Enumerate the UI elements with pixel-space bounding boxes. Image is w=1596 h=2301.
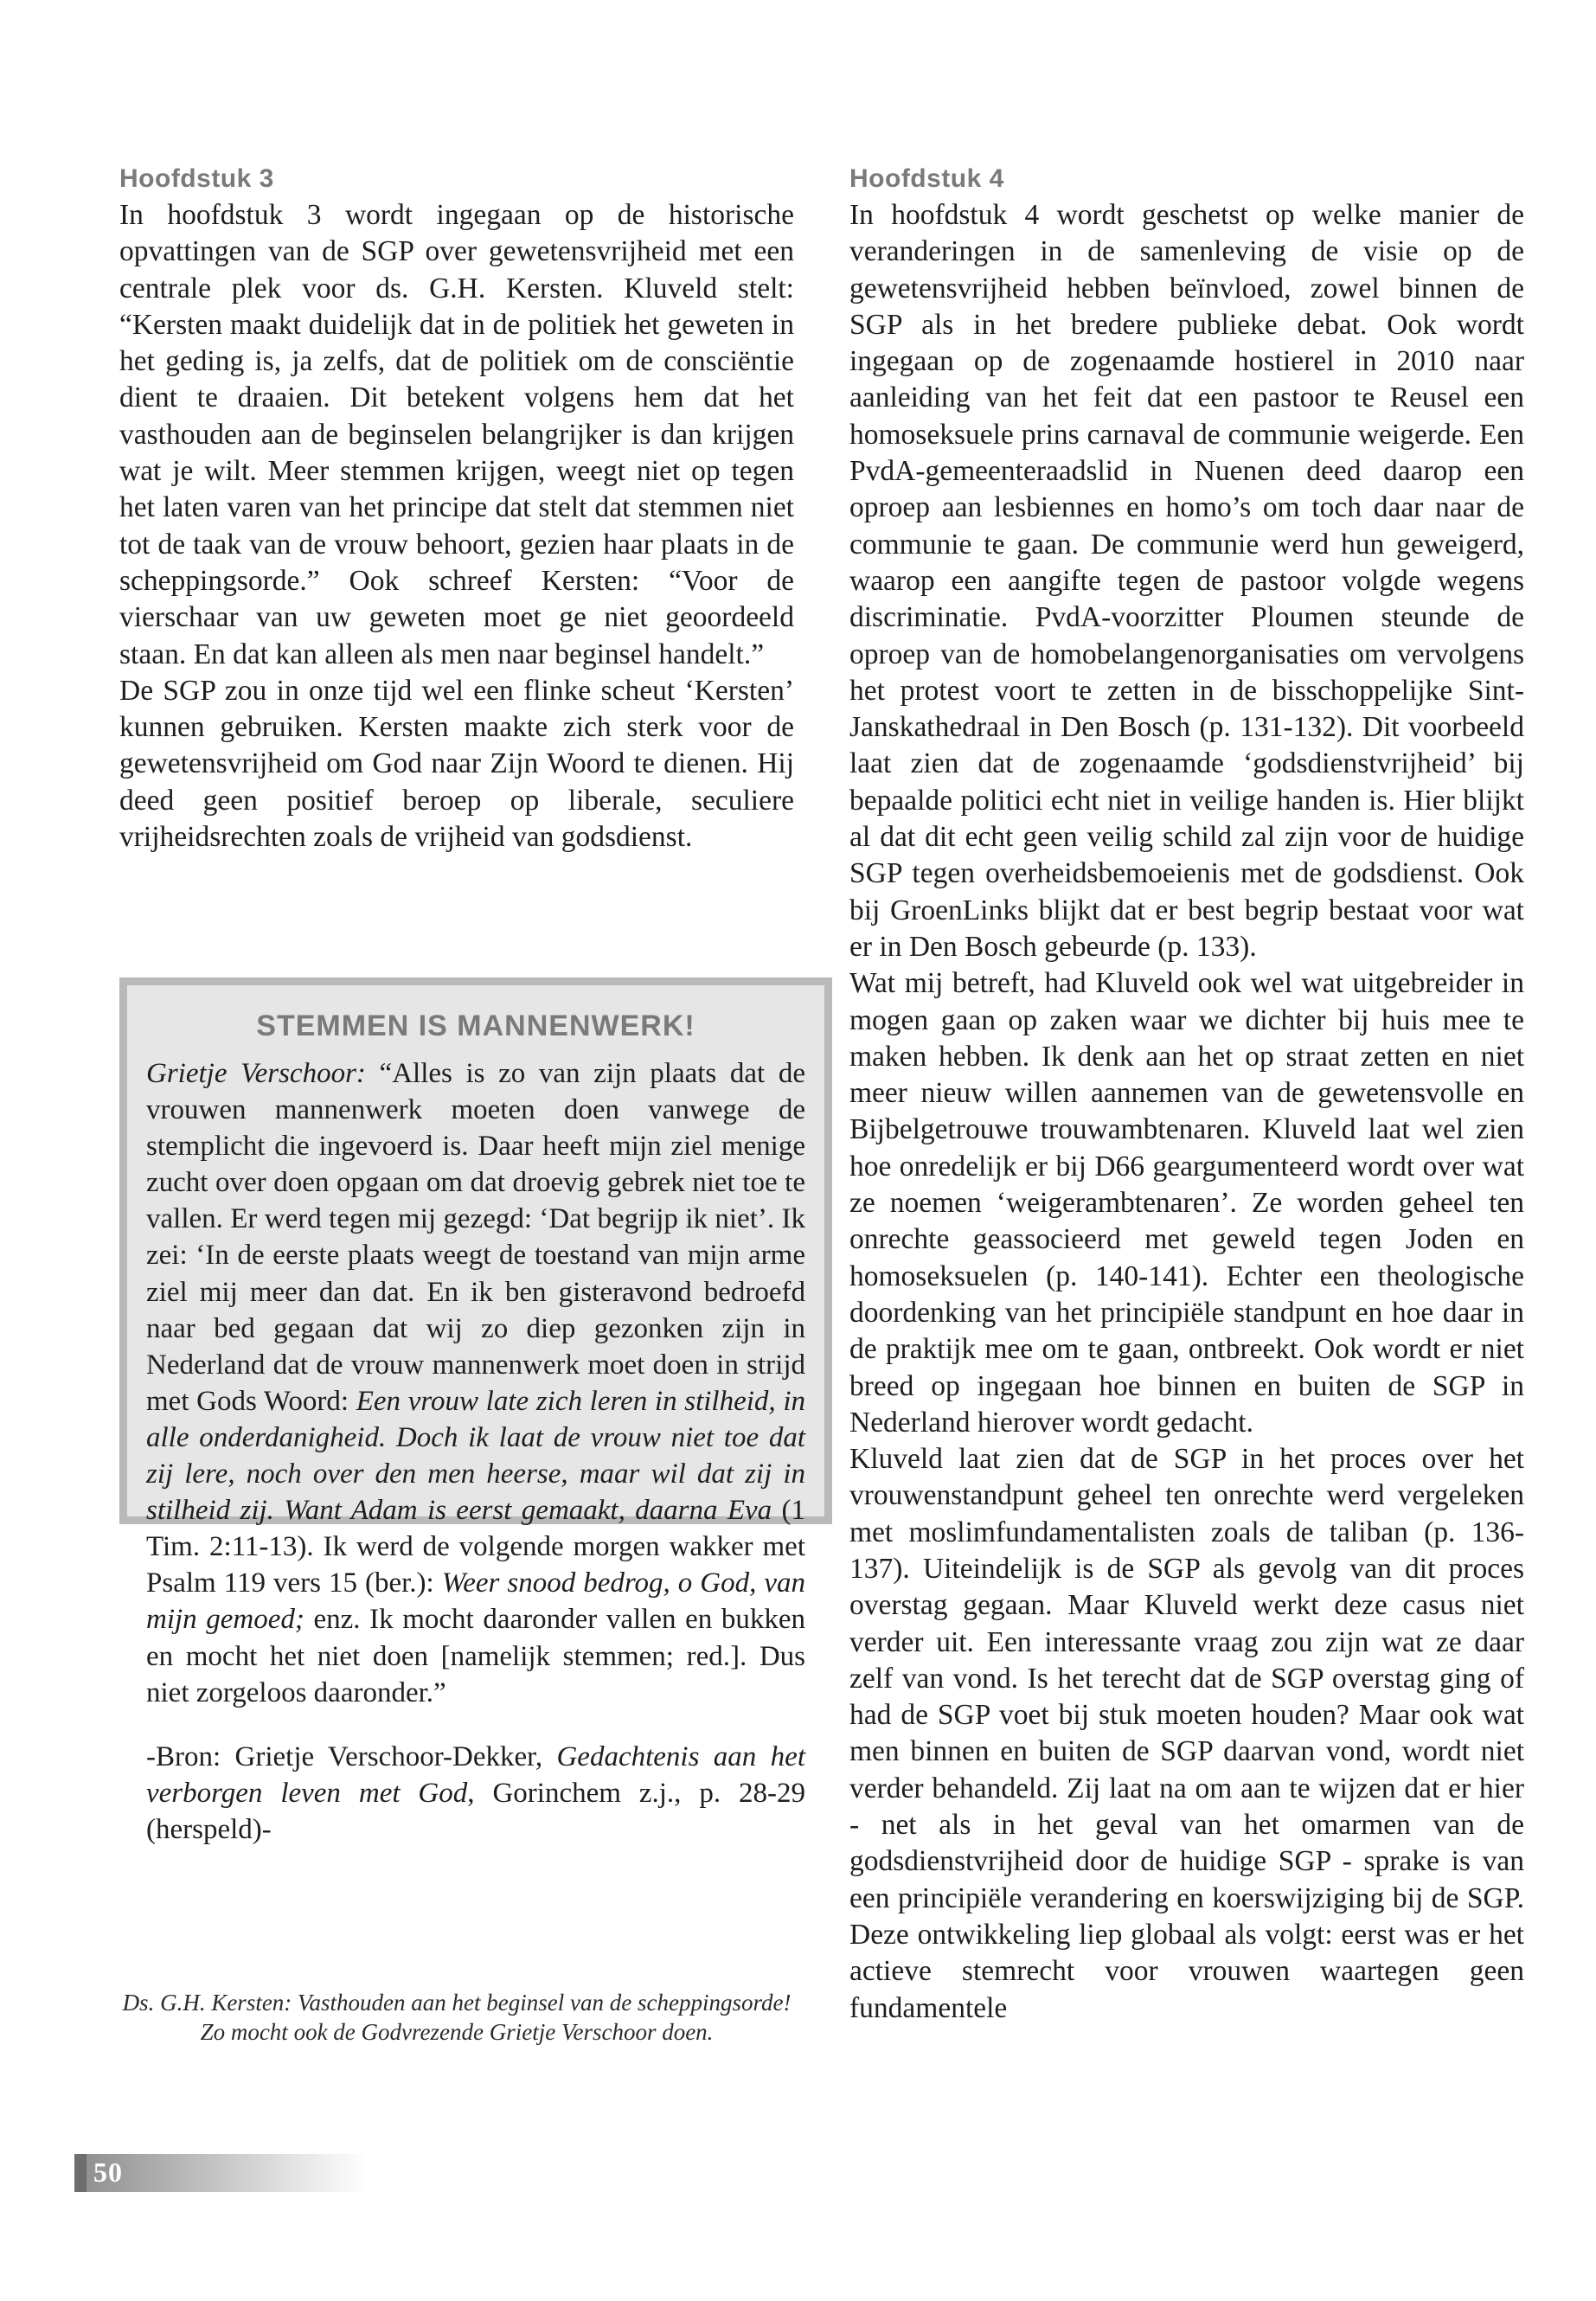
quote-source: [146, 1739, 805, 1848]
image-caption: Ds. G.H. Kersten: Vasthouden aan het beginsel van de scheppingsorde! Zo mocht ook de Godvrezende Grietje Verschoor doen.: [122, 1990, 792, 2045]
chapter-4-paragraph-1: In hoofdstuk 4 wordt geschetst op welke manier de veranderingen in de samenleving de visie op de gewetensvrijheid hebben beïnvloed, zowel binnen de SGP als in het bredere publieke debat. Ook wordt ingegaan op de zogenaamde hostierel in 2010 naar aanleiding van het feit dat een pastoor te Reusel een homoseksuele prins carnaval de communie weigerde. Een PvdA-gemeenteraadslid in Nuenen deed daarop een oproep aan lesbiennes en homo’s om toch daar naar de communie te gaan. De communie werd hun geweigerd, waarop een aangifte tegen de pastoor volgde wegens discriminatie. PvdA-voorzitter Ploumen steunde de oproep van de homobelangenorganisaties om vervolgens het protest voort te zetten in de bisschoppelijke Sint-Janskathedraal in Den Bosch (p. 131-132). Dit voorbeeld laat zien dat de zogenaamde ‘godsdienstvrijheid’ bij bepaalde politici echt niet in veilige handen is. Hier blijkt al dat dit echt geen veilig schild zal zijn voor de huidige SGP tegen overheidsbemoeienis met de godsdienst. Ook bij GroenLinks blijkt dat er best begrip bestaat voor wat er in Den Bosch gebeurde (p. 133).: [849, 199, 1524, 963]
source-prefix: -Bron: Grietje Verschoor-Dekker,: [146, 1740, 557, 1772]
quote-psalm-text: Weer snood bedrog, o God, van mijn gemoed;: [146, 1567, 805, 1636]
right-column: [849, 161, 1524, 2027]
page-number-bar: [74, 2154, 369, 2192]
left-column: [119, 161, 794, 856]
quote-text-1: “Alles is zo van zijn plaats dat de vrouwen mannenwerk moeten doen vanwege de stemplicht die ingevoerd is. Daar heeft mijn ziel menige zucht over doen opgaan om dat droevig gebrek niet toe te vallen. Er werd tegen mij gezegd: ‘Dat begrijp ik niet’. Ik zei: ‘In de eerste plaats weegt de toestand van mijn arme ziel mij meer dan dat. En ik ben gisteravond bedroefd naar bed gegaan dat wij zo diep gezonken zijn in Nederland dat de vrouw mannenwerk moet doen in strijd met Gods Woord:: [146, 1058, 805, 1417]
chapter-4-paragraph-2: Wat mij betreft, had Kluveld ook wel wat uitgebreider in mogen gaan op zaken waar we dichter bij huis mee te maken hebben. Ik denk aan het op straat zetten en niet meer nieuw willen aannemen van de gewetensvolle en Bijbelgetrouwe trouwambtenaren. Kluveld laat wel zien hoe onredelijk er bij D66 geargumenteerd wordt over wat ze noemen ‘weigerambtenaren’. Ze worden geheel ten onrechte geassocieerd met geweld tegen Joden en homoseksuelen (p. 140-141). Echter een theologische doordenking van het principiële standpunt en hoe daar in de praktijk mee om te gaan, ontbreekt. Ook wordt er niet breed op ingegaan hoe binnen en buiten de SGP in Nederland hierover wordt gedacht.: [849, 967, 1524, 1439]
chapter-4-heading: Hoofdstuk 4: [849, 164, 1004, 193]
page-number: 50: [93, 2157, 123, 2188]
quote-speaker: Grietje Verschoor:: [146, 1058, 366, 1089]
quote-bible-text: Een vrouw late zich leren in stilheid, in alle onderdanigheid. Doch ik laat de vrouw niet toe dat zij lere, noch over den men heerse, maar wil dat zij in stilheid zij. Want Adam is eerst gemaakt, daarna Eva: [146, 1385, 805, 1527]
source-suffix: , Gorinchem z.j., p. 28-29 (herspeld)-: [146, 1777, 805, 1845]
quote-box-text: [146, 1055, 805, 1711]
chapter-3-paragraph-2: De SGP zou in onze tijd wel een flinke scheut ‘Kersten’ kunnen gebruiken. Kersten maakte zich sterk voor de gewetensvrijheid om God naar Zijn Woord te dienen. Hij deed geen positief beroep op liberale, seculiere vrijheidsrechten zoals de vrijheid van godsdienst.: [119, 674, 794, 854]
chapter-3-paragraph-1: In hoofdstuk 3 wordt ingegaan op de historische opvattingen van de SGP over gewetensvrijheid met een centrale plek voor ds. G.H. Kersten. Kluveld stelt: “Kersten maakt duidelijk dat in de politiek het geweten in het geding is, ja zelfs, dat de politiek om de consciëntie dient te draaien. Dit betekent volgens hem dat het vasthouden aan de beginselen belangrijker is dan krijgen wat je wilt. Meer stemmen krijgen, weegt niet op tegen het laten varen van het principe dat stelt dat stemmen niet tot de taak van de vrouw behoort, gezien haar plaats in de scheppingsorde.” Ook schreef Kersten: “Voor de vierschaar van uw geweten moet ge niet geoordeeld staan. En dat kan alleen als men naar beginsel handelt.”: [119, 199, 794, 670]
chapter-3-heading: Hoofdstuk 3: [119, 164, 274, 193]
chapter-4-paragraph-3: Kluveld laat zien dat de SGP in het proces over het vrouwenstandpunt geheel ten onrechte werd vergeleken met moslimfundamentalisten zoals de taliban (p. 136-137). Uiteindelijk is de SGP als gevolg van dit proces overstag gegaan. Maar Kluveld werkt deze casus niet verder uit. Een interessante vraag zou zijn wat ze daar zelf van vond. Is het terecht dat de SGP overstag ging of had de SGP voet bij stuk moeten houden? Maar ook wat men binnen en buiten de SGP daarvan vond, wordt niet verder behandeld. Zij laat na om aan te wijzen dat er hier - net als in het geval van het omarmen van de godsdienstvrijheid door de huidige SGP - sprake is van een principiële verandering en koerswijziging bij de SGP. Deze ontwikkeling liep globaal als volgt: eerst was er het actieve stemrecht voor vrouwen waartegen geen fundamentele: [849, 1443, 1524, 2024]
source-book-title: Gedachtenis aan het verborgen leven met God: [146, 1740, 805, 1809]
quote-box: [119, 977, 832, 1845]
quote-text-3: enz. Ik mocht daaronder vallen en bukken en mocht het niet doen [namelijk stemmen; red.]. Dus niet zorgeloos daaronder.”: [146, 1604, 805, 1708]
quote-box-title: STEMMEN IS MANNENWERK!: [256, 1009, 695, 1042]
quote-text-2: (1 Tim. 2:11-13). Ik werd de volgende morgen wakker met Psalm 119 vers 15 (ber.):: [146, 1495, 805, 1599]
